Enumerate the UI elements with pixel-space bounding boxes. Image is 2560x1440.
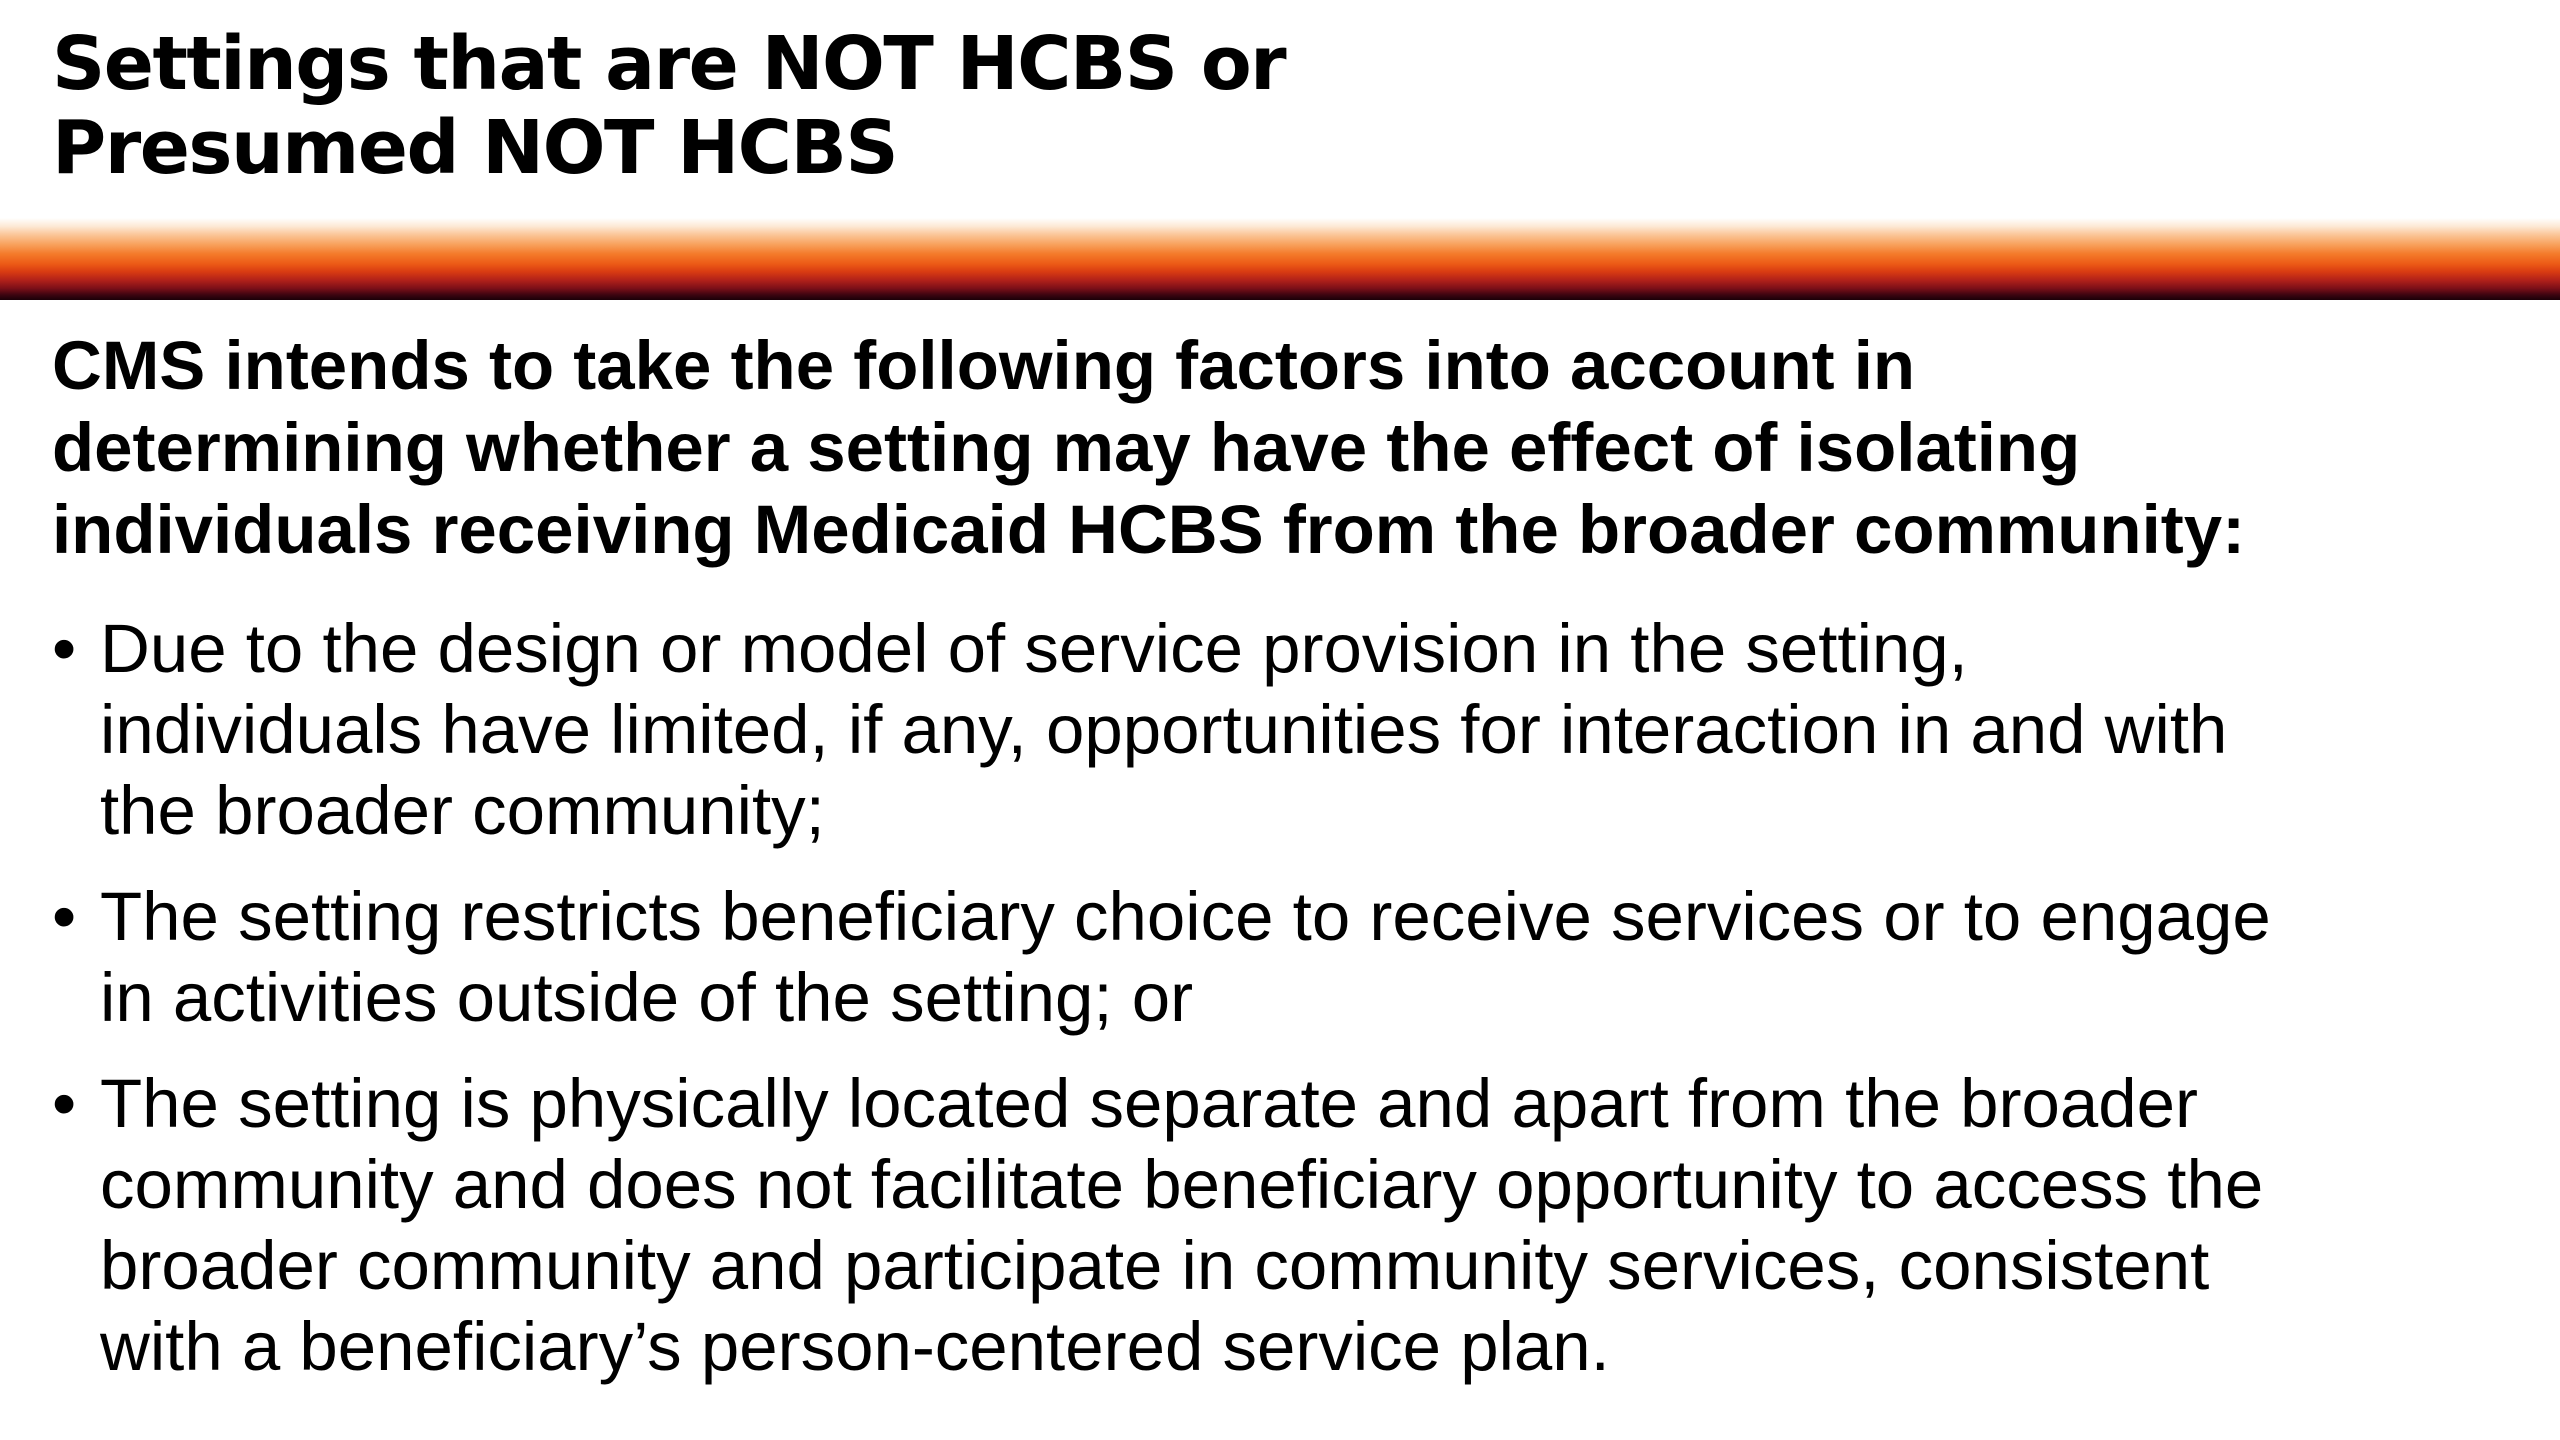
intro-line: determining whether a setting may have the effect of isolating bbox=[52, 409, 2081, 486]
intro-paragraph bbox=[52, 325, 2512, 571]
bullet-line: individuals have limited, if any, opportunities for interaction in and with bbox=[100, 691, 2228, 768]
intro-line: individuals receiving Medicaid HCBS from the broader community: bbox=[52, 491, 2246, 568]
bullet-line: Due to the design or model of service provision in the setting, bbox=[100, 610, 1968, 687]
factor-list bbox=[52, 608, 2532, 1412]
title-line: Presumed NOT HCBS bbox=[52, 105, 898, 191]
list-item bbox=[52, 1063, 2532, 1387]
slide-title bbox=[52, 22, 2352, 190]
bullet-line: The setting is physically located separate and apart from the broader bbox=[100, 1065, 2198, 1142]
bullet-line: the broader community; bbox=[100, 772, 825, 849]
bullet-line: broader community and participate in community services, consistent bbox=[100, 1227, 2210, 1304]
bullet-icon: • bbox=[52, 1065, 77, 1142]
bullet-line: with a beneficiary’s person-centered service plan. bbox=[100, 1308, 1610, 1385]
bullet-line: The setting restricts beneficiary choice to receive services or to engage bbox=[100, 878, 2271, 955]
bullet-line: in activities outside of the setting; or bbox=[100, 959, 1194, 1036]
bullet-icon: • bbox=[52, 610, 77, 687]
gradient-divider-band bbox=[0, 218, 2560, 300]
bullet-icon: • bbox=[52, 878, 77, 955]
title-line: Settings that are NOT HCBS or bbox=[52, 21, 1286, 107]
intro-line: CMS intends to take the following factors into account in bbox=[52, 327, 1916, 404]
list-item bbox=[52, 608, 2532, 851]
bullet-line: community and does not facilitate beneficiary opportunity to access the bbox=[100, 1146, 2264, 1223]
list-item bbox=[52, 876, 2532, 1038]
